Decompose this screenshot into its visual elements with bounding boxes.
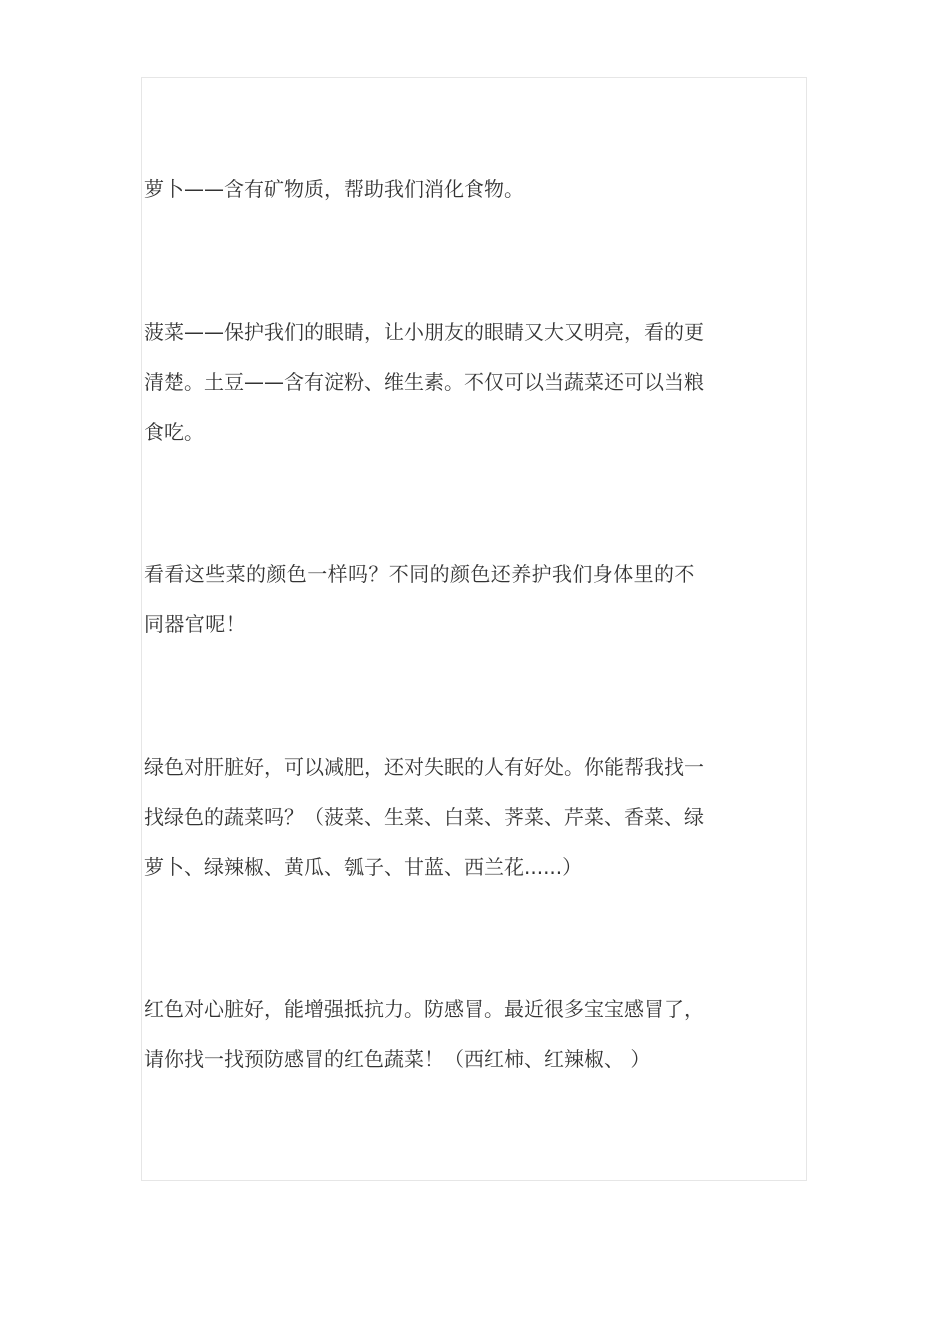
paragraph-colors-question xyxy=(144,549,808,649)
text-line: 食吃。 xyxy=(144,420,204,444)
text-line: 找绿色的蔬菜吗？（菠菜、生菜、白菜、荠菜、芹菜、香菜、绿 xyxy=(144,805,704,829)
text-line: 红色对心脏好，能增强抵抗力。防感冒。最近很多宝宝感冒了， xyxy=(144,997,704,1021)
text-line: 萝卜、绿辣椒、黄瓜、瓠子、甘蓝、西兰花......） xyxy=(144,855,583,879)
text-line: 请你找一找预防感冒的红色蔬菜！（西红柿、红辣椒、 ） xyxy=(144,1047,651,1071)
paragraph-green-vegetables xyxy=(144,742,808,892)
paragraph-spinach-potato xyxy=(144,307,808,457)
text-line: 菠菜——保护我们的眼睛，让小朋友的眼睛又大又明亮，看的更 xyxy=(144,320,704,344)
text-line: 绿色对肝脏好，可以减肥，还对失眠的人有好处。你能帮我找一 xyxy=(144,755,704,779)
text-line: 清楚。土豆——含有淀粉、维生素。不仅可以当蔬菜还可以当粮 xyxy=(144,370,704,394)
text-line: 萝卜——含有矿物质，帮助我们消化食物。 xyxy=(144,177,524,201)
text-line: 看看这些菜的颜色一样吗？不同的颜色还养护我们身体里的不 xyxy=(144,562,695,586)
text-line: 同器官呢！ xyxy=(144,612,246,636)
paragraph-radish xyxy=(144,164,808,214)
paragraph-red-vegetables xyxy=(144,984,808,1084)
